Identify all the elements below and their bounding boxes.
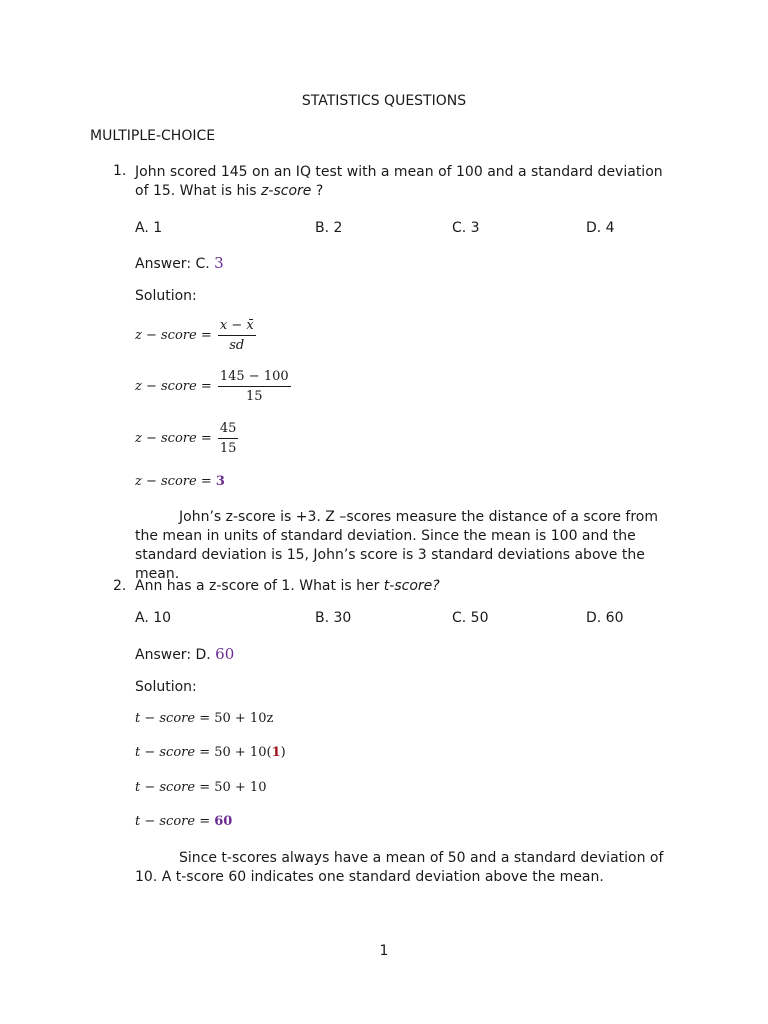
page-number: 1 xyxy=(379,943,389,959)
q2-option-d: D. 60 xyxy=(586,610,624,626)
question-1-text xyxy=(135,163,675,201)
q1-eq2-lhs: z − score = xyxy=(135,379,212,394)
q2-answer xyxy=(135,645,234,663)
q2-option-b: B. 30 xyxy=(315,610,352,626)
q1-eq4-lhs: z − score = xyxy=(135,474,212,489)
q1-eq1-denominator: sd xyxy=(229,338,245,353)
q1-equation-2 xyxy=(135,369,291,404)
q1-eq3-lhs: z − score = xyxy=(135,431,212,446)
q1-eq3-fraction xyxy=(218,421,239,456)
q2-eq3-lhs: t − score = xyxy=(135,780,211,795)
q1-eq1-lhs: z − score = xyxy=(135,328,212,343)
q2-equation-4 xyxy=(135,814,232,829)
q2-eq4-result: 60 xyxy=(214,814,233,829)
q2-option-a: A. 10 xyxy=(135,610,172,626)
q1-answer xyxy=(135,254,224,272)
q1-equation-4 xyxy=(135,474,225,489)
section-heading: MULTIPLE-CHOICE xyxy=(90,128,216,144)
q1-eq2-numerator: 145 − 100 xyxy=(218,369,291,387)
q2-eq2-rhs-prefix: 50 + 10( xyxy=(214,745,272,760)
question-2-text-main: Ann has a z-score of 1. What is her xyxy=(135,578,384,594)
q1-eq1-numerator: x − x̄ xyxy=(218,318,256,336)
q2-eq2-rhs-suffix: ) xyxy=(280,745,286,760)
q1-eq2-fraction xyxy=(218,369,291,404)
q2-equation-2 xyxy=(135,745,286,760)
q1-option-c: C. 3 xyxy=(452,220,480,236)
q1-equation-1 xyxy=(135,318,256,353)
q2-answer-label: Answer: D. xyxy=(135,647,211,663)
question-2-number: 2. xyxy=(113,578,127,594)
question-1-number: 1. xyxy=(113,163,127,179)
q2-equation-3 xyxy=(135,780,266,795)
q2-eq4-lhs: t − score = xyxy=(135,814,211,829)
q2-option-c: C. 50 xyxy=(452,610,489,626)
q1-eq2-denominator: 15 xyxy=(245,389,263,404)
document-title: STATISTICS QUESTIONS xyxy=(301,93,467,109)
question-1-text-emphasis: z-score xyxy=(261,183,312,199)
q2-explanation: Since t-scores always have a mean of 50 and a standard deviation of 10. A t-score 60 indicates one standard deviation above the mean. xyxy=(135,850,664,885)
q1-option-d: D. 4 xyxy=(586,220,615,236)
q1-equation-3 xyxy=(135,421,238,456)
q1-eq3-denominator: 15 xyxy=(219,441,237,456)
q1-option-b: B. 2 xyxy=(315,220,343,236)
question-2-text xyxy=(135,578,440,594)
q2-eq2-highlight: 1 xyxy=(271,745,281,760)
q2-equation-1 xyxy=(135,711,273,726)
q1-eq1-fraction xyxy=(218,318,256,353)
q2-solution-label: Solution: xyxy=(135,679,197,695)
q2-answer-value: 60 xyxy=(215,645,235,663)
q1-option-a: A. 1 xyxy=(135,220,163,236)
q1-answer-label: Answer: C. xyxy=(135,256,210,272)
q1-explanation: John’s z-score is +3. Z –scores measure the distance of a score from the mean in units of standard deviation. Since the mean is 100 and the standard deviation is 15, John’s score is 3 standard deviations above the mean. xyxy=(135,509,659,582)
question-1-text-main: John scored 145 on an IQ test with a mean of 100 and a standard deviation of 15. What is his xyxy=(135,164,663,199)
q1-eq3-numerator: 45 xyxy=(218,421,239,439)
q2-eq1-lhs: t − score = xyxy=(135,711,211,726)
q2-eq1-rhs: 50 + 10z xyxy=(214,711,274,726)
q2-eq2-lhs: t − score = xyxy=(135,745,211,760)
q2-eq3-rhs: 50 + 10 xyxy=(214,780,267,795)
question-1-text-end: ? xyxy=(311,183,324,199)
q1-solution-label: Solution: xyxy=(135,288,197,304)
q1-eq4-result: 3 xyxy=(215,474,225,489)
q1-answer-value: 3 xyxy=(214,254,224,272)
question-2-text-emphasis: t-score? xyxy=(383,578,440,594)
